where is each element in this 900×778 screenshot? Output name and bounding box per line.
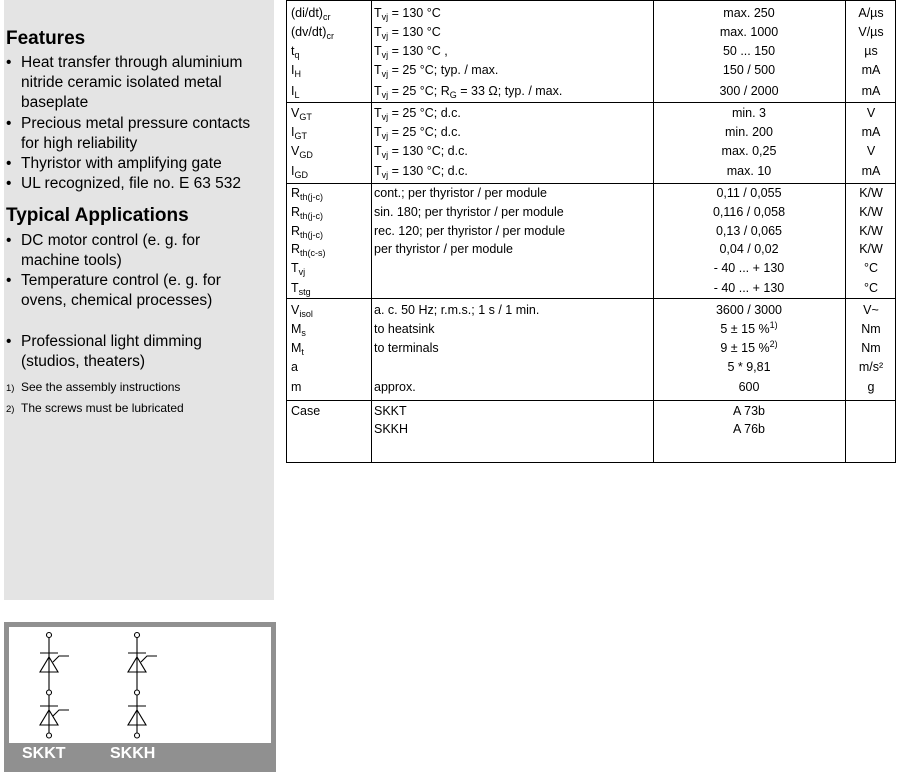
unit-cell: mA xyxy=(861,125,881,139)
condition-cell: $T_{vj} = 25$ °C; $R_G = 33$ Ω; typ. / max. xyxy=(374,84,563,100)
value-cell: 5 * 9,81 xyxy=(727,360,771,374)
symbol-cell: $I_H$ xyxy=(291,63,301,79)
value-cell: - 40 ... + 130 xyxy=(713,261,785,275)
symbol-cell: $T_{stg}$ xyxy=(291,281,311,297)
symbol-cell: Case xyxy=(291,404,321,418)
symbol-cell: $I_L$ xyxy=(291,84,300,100)
value-cell: max. 250 xyxy=(723,6,775,20)
row-group-divider xyxy=(287,183,895,184)
condition-cell: $T_{vj} = 130$ °C; d.c. xyxy=(374,164,468,180)
symbol-cell: $V_{GD}$ xyxy=(291,144,313,160)
condition-cell: sin. 180; per thyristor / per module xyxy=(374,205,564,219)
feature-item: • Heat transfer through aluminium nitride ceramic isolated metal baseplate xyxy=(6,54,243,112)
value-cell: max. 10 xyxy=(726,164,772,178)
condition-cell: to heatsink xyxy=(374,322,435,336)
value-cell: 0,11 / 0,055 xyxy=(716,186,782,200)
application-item: • Temperature control (e. g. for ovens, chemical processes) xyxy=(6,272,221,310)
unit-cell: K/W xyxy=(859,205,883,219)
unit-cell: V xyxy=(866,106,876,120)
value-cell: 9 ± 15 %$^{2)}$ xyxy=(720,339,778,355)
bullet-icon: • xyxy=(6,175,12,192)
row-group-divider xyxy=(287,0,895,1)
condition-cell: per thyristor / per module xyxy=(374,242,513,256)
symbol-cell: $(dv/dt)_{cr}$ xyxy=(291,25,334,41)
application-item: • Professional light dimming (studios, theaters) xyxy=(6,333,202,371)
value-cell: 600 xyxy=(738,380,760,394)
unit-cell: A/µs xyxy=(858,6,884,20)
symbol-cell: $t_q$ xyxy=(291,44,300,60)
value-cell: min. 200 xyxy=(725,125,773,139)
row-group-divider xyxy=(287,102,895,103)
unit-cell: m/s² xyxy=(858,360,884,374)
value-cell: max. 1000 xyxy=(719,25,779,39)
value-cell: A 73b xyxy=(733,404,765,418)
circuit-diagram xyxy=(9,627,271,743)
bullet-icon: • xyxy=(6,115,12,132)
symbol-cell: m xyxy=(291,380,302,394)
symbol-cell: $(di/dt)_{cr}$ xyxy=(291,6,331,22)
feature-item: • UL recognized, file no. E 63 532 xyxy=(6,174,272,194)
circuit-diagram-box xyxy=(4,622,276,772)
value-cell: 3600 / 3000 xyxy=(715,303,783,317)
thyristor-schematic-icon xyxy=(9,627,271,743)
unit-cell: mA xyxy=(861,63,881,77)
unit-cell: K/W xyxy=(859,242,883,256)
symbol-cell: $I_{GD}$ xyxy=(291,164,308,180)
symbol-cell: $R_{th(c-s)}$ xyxy=(291,242,326,258)
unit-cell: K/W xyxy=(859,224,883,238)
row-group-divider xyxy=(287,298,895,299)
bullet-icon: • xyxy=(6,232,12,249)
condition-cell: $T_{vj} = 130$ °C , xyxy=(374,44,448,60)
symbol-cell: $V_{GT}$ xyxy=(291,106,312,122)
value-cell: 50 ... 150 xyxy=(722,44,776,58)
unit-cell: g xyxy=(867,380,875,394)
feature-item: • Thyristor with amplifying gate xyxy=(6,154,272,174)
condition-cell: to terminals xyxy=(374,341,439,355)
features-title: Features xyxy=(6,28,86,49)
symbol-cell: $R_{th(j-c)}$ xyxy=(291,224,324,240)
value-cell: 0,116 / 0,058 xyxy=(712,205,786,219)
unit-cell: mA xyxy=(861,164,881,178)
unit-cell: V xyxy=(866,144,876,158)
column-divider xyxy=(653,0,654,462)
sidebar xyxy=(4,0,274,600)
value-cell: 0,04 / 0,02 xyxy=(719,242,779,256)
circuit-label-skkh: SKKH xyxy=(110,745,156,762)
condition-cell: rec. 120; per thyristor / per module xyxy=(374,224,566,238)
unit-cell: V~ xyxy=(863,303,879,317)
bullet-icon: • xyxy=(6,272,12,289)
condition-cell: a. c. 50 Hz; r.m.s.; 1 s / 1 min. xyxy=(374,303,540,317)
symbol-cell: $T_{vj}$ xyxy=(291,261,306,277)
condition-cell: SKKT xyxy=(374,404,407,418)
applications-title: Typical Applications xyxy=(6,205,189,226)
column-divider xyxy=(845,0,846,462)
symbol-cell: $I_{GT}$ xyxy=(291,125,307,141)
value-cell: 150 / 500 xyxy=(722,63,776,77)
unit-cell: °C xyxy=(863,281,879,295)
column-divider xyxy=(371,0,372,462)
value-cell: min. 3 xyxy=(731,106,767,120)
footnote: 2) The screws must be lubricated xyxy=(6,401,184,415)
bullet-icon: • xyxy=(6,155,12,172)
condition-cell: $T_{vj} = 130$ °C xyxy=(374,25,441,41)
condition-cell: $T_{vj} = 130$ °C; d.c. xyxy=(374,144,468,160)
value-cell: 5 ± 15 %$^{1)}$ xyxy=(720,320,778,336)
symbol-cell: a xyxy=(291,360,298,374)
symbol-cell: $V_{isol}$ xyxy=(291,303,313,319)
feature-item: • Precious metal pressure contacts for high reliability xyxy=(6,115,251,153)
value-cell: max. 0,25 xyxy=(721,144,777,158)
application-item: • DC motor control (e. g. for machine tools) xyxy=(6,232,201,270)
value-cell: 0,13 / 0,065 xyxy=(715,224,783,238)
row-group-divider xyxy=(287,400,895,401)
condition-cell: $T_{vj} = 25$ °C; typ. / max. xyxy=(374,63,499,79)
symbol-cell: $M_t$ xyxy=(291,341,304,357)
value-cell: 300 / 2000 xyxy=(719,84,779,98)
bullet-icon: • xyxy=(6,333,12,350)
unit-cell: °C xyxy=(863,261,879,275)
unit-cell: K/W xyxy=(859,186,883,200)
condition-cell: $T_{vj} = 130$ °C xyxy=(374,6,441,22)
bullet-icon: • xyxy=(6,54,12,71)
unit-cell: Nm xyxy=(861,322,881,336)
symbol-cell: $R_{th(j-c)}$ xyxy=(291,186,324,202)
value-cell: A 76b xyxy=(733,422,765,436)
condition-cell: approx. xyxy=(374,380,416,394)
circuit-label-skkt: SKKT xyxy=(22,745,66,762)
footnote: 1) See the assembly instructions xyxy=(6,380,181,394)
condition-cell: SKKH xyxy=(374,422,409,436)
unit-cell: µs xyxy=(864,44,878,58)
value-cell: - 40 ... + 130 xyxy=(713,281,785,295)
condition-cell: $T_{vj} = 25$ °C; d.c. xyxy=(374,106,461,122)
unit-cell: V/µs xyxy=(858,25,884,39)
spec-table xyxy=(286,0,896,463)
condition-cell: $T_{vj} = 25$ °C; d.c. xyxy=(374,125,461,141)
symbol-cell: $M_s$ xyxy=(291,322,306,338)
unit-cell: mA xyxy=(861,84,881,98)
unit-cell: Nm xyxy=(861,341,881,355)
symbol-cell: $R_{th(j-c)}$ xyxy=(291,205,324,221)
condition-cell: cont.; per thyristor / per module xyxy=(374,186,547,200)
